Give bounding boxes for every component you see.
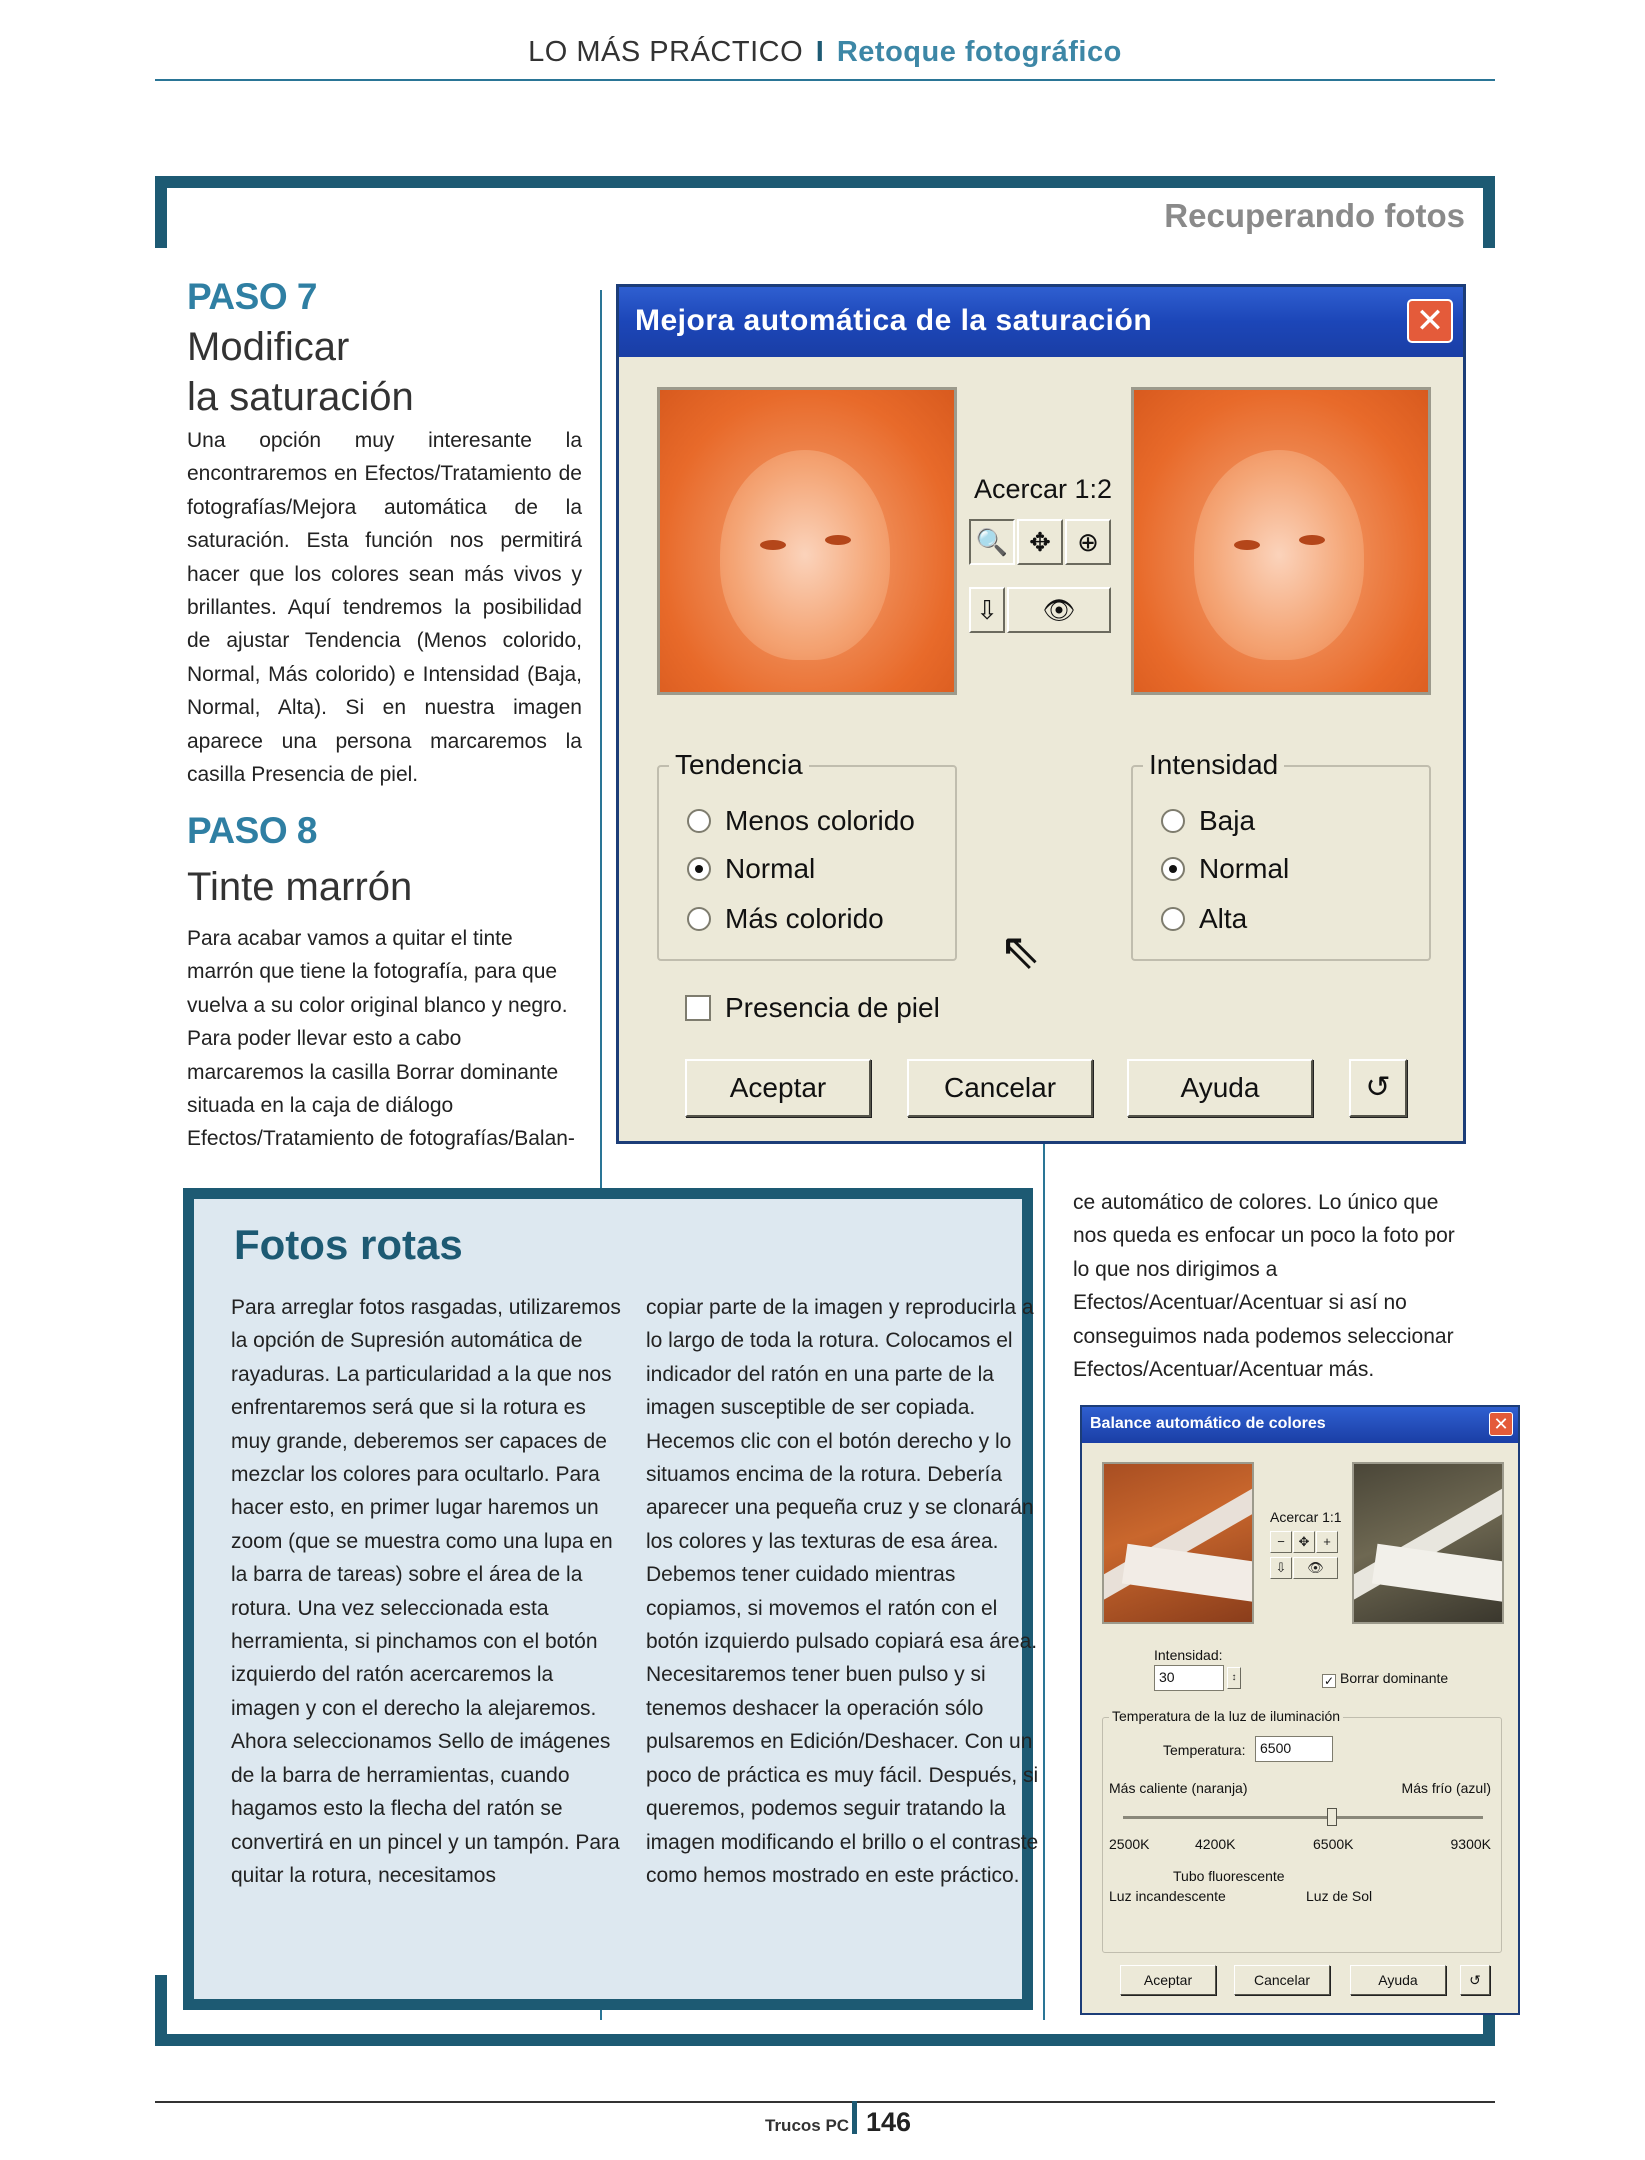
- tendencia-group: [657, 749, 957, 961]
- bench-shape: [1122, 1544, 1254, 1604]
- dialog-title: Mejora automática de la saturación: [635, 304, 1153, 337]
- step8-paragraph: Para acabar vamos a quitar el tinte marrón que tiene la fotografía, para que vuelva a su color original blanco y negro. Para poder llevar esto a cabo marcaremos la casilla Borrar dominante situada en la caja de diálogo Efectos/Tratamiento de fotografías/Balan-: [187, 927, 575, 1151]
- bench-shape: [1372, 1544, 1504, 1604]
- zoom-label: Acercar 1:2: [974, 474, 1113, 504]
- balance-close-button[interactable]: ✕: [1489, 1412, 1513, 1436]
- radio-baja[interactable]: [1161, 805, 1255, 837]
- eye-left: [760, 540, 786, 550]
- sidebar-column-1: Para arreglar fotos rasgadas, utilizaremos la opción de Supresión automática de rayaduras. La particularidad a la que nos enfrentaremos será que si la rotura es muy grande, deberemos ser capaces de mezclar los colores para ocultarlo. Para hacer esto, en primer lugar haremos un zoom (que se muestra como una lupa en la barra de tareas) sobre el área de la rotura. Una vez seleccionada esta herramienta, si pinchamos con el botón izquierdo del ratón acercaremos la imagen y con el derecho la alejaremos. Ahora seleccionamos Sello de imágenes de la barra de herramientas, cuando hagamos esto la flecha del ratón se convertirá en un pincel y un tampón. Para quitar la rotura, necesitamos: [231, 1296, 621, 1887]
- frame-left-top: [155, 176, 167, 248]
- step7-label: PASO 7: [187, 276, 317, 317]
- frame-left-bottom: [155, 1975, 167, 2046]
- intensity-label: Intensidad:: [1154, 1647, 1223, 1663]
- zoom-out-icon[interactable]: −: [1270, 1531, 1292, 1553]
- eye-right: [1299, 535, 1325, 545]
- eye-left: [1234, 540, 1260, 550]
- header-section: LO MÁS PRÁCTICO: [528, 36, 804, 68]
- tick-9300k: 9300K: [1450, 1836, 1491, 1852]
- sidebar-box: [183, 1188, 1039, 2010]
- balance-titlebar: [1082, 1407, 1518, 1443]
- intensidad-label: Intensidad: [1143, 749, 1284, 781]
- tick-2500k: 2500K: [1109, 1836, 1150, 1852]
- radio-label: Menos colorido: [725, 805, 915, 836]
- balance-dialog: [1080, 1405, 1520, 2015]
- radio-menos-colorido[interactable]: [687, 805, 915, 837]
- help-button[interactable]: Ayuda: [1127, 1059, 1313, 1117]
- radio-label: Normal: [725, 853, 816, 884]
- close-button[interactable]: ✕: [1407, 299, 1453, 343]
- step8-continuation: ce automático de colores. Lo único que nos queda es enfocar un poco la foto por lo que nos dirigimos a Efectos/Acentuar/Acentuar si así no conseguimos nada podemos seleccionar Efectos/Acentuar/Acentuar más.: [1073, 1191, 1455, 1382]
- step8-title: Tinte marrón: [187, 865, 413, 909]
- balance-title: Balance automático de colores: [1090, 1415, 1326, 1432]
- column-rule-right: [1043, 1140, 1045, 2020]
- eye-preview-icon[interactable]: 👁: [1293, 1557, 1338, 1579]
- skin-checkbox[interactable]: [685, 992, 940, 1024]
- step7-paragraph: Una opción muy interesante la encontraremos en Efectos/Tratamiento de fotografías/Mejora automática de la saturación. Esta función nos permitirá hacer que los colores sean más vivos y brillantes. Aquí tendremos la posibilidad de ajustar Tendencia (Menos colorido, Normal, Más colorido) e Intensidad (Baja, Normal, Alta). Si en nuestra imagen aparece una persona marcaremos la casilla Presencia de piel.: [187, 429, 582, 787]
- temperature-group-label: Temperatura de la luz de iluminación: [1109, 1708, 1343, 1724]
- radio-circle: [1161, 907, 1185, 931]
- sidebar-title: Fotos rotas: [234, 1221, 463, 1268]
- header-subsection: Retoque fotográfico: [836, 36, 1122, 68]
- temperature-input[interactable]: 6500: [1255, 1736, 1333, 1762]
- temperature-slider-thumb[interactable]: [1327, 1808, 1337, 1826]
- warm-label: Más caliente (naranja): [1109, 1780, 1248, 1796]
- cancel-button[interactable]: Cancelar: [907, 1059, 1093, 1117]
- running-header: [155, 36, 1495, 69]
- tick-6500k: 6500K: [1313, 1836, 1354, 1852]
- dialog-titlebar: [619, 287, 1463, 357]
- fluorescent-label: Tubo fluorescente: [1173, 1868, 1285, 1884]
- spinner-icon[interactable]: ↕: [1227, 1667, 1241, 1689]
- checkbox-label: Presencia de piel: [725, 992, 940, 1023]
- radio-normal-tendencia[interactable]: [687, 853, 815, 885]
- radio-mas-colorido[interactable]: [687, 903, 884, 935]
- sidebar-column-2: copiar parte de la imagen y reproducirla a lo largo de toda la rotura. Colocamos el indicador del ratón en una parte de la imagen susceptible de ser copiada. Hecemos clic con el botón derecho y lo situamos encima de la rotura. Debería aparecer una pequeña cruz y se clonarán los colores y las texturas de esa área. Debemos tener cuidado mientras copiamos, si movemos el ratón con el botón izquierdo pulsado copiará esa área. Necesitaremos tener buen pulso y si tenemos deshacer la operación sólo pulsaremos en Edición/Deshacer. Con un poco de práctica es muy fácil. Después, si queremos, podemos seguir tratando la imagen modificando el brillo o el contraste como hemos mostrado en este práctico.: [646, 1296, 1039, 1887]
- sunlight-label: Luz de Sol: [1306, 1888, 1373, 1904]
- radio-circle-selected: [687, 857, 711, 881]
- ok-button[interactable]: Aceptar: [685, 1059, 871, 1117]
- radio-label: Baja: [1199, 805, 1256, 836]
- pan-icon[interactable]: ✥: [1017, 519, 1063, 565]
- eye-preview-icon[interactable]: 👁: [1007, 587, 1111, 633]
- balance-reset-icon[interactable]: ↺: [1460, 1965, 1490, 1995]
- incandescent-label: Luz incandescente: [1109, 1888, 1226, 1904]
- footer-bar: [852, 2101, 857, 2134]
- pan-icon[interactable]: ✥: [1293, 1531, 1315, 1553]
- radio-label: Normal: [1199, 853, 1290, 884]
- radio-circle: [1161, 809, 1185, 833]
- temperature-group: [1102, 1708, 1502, 1953]
- balance-preview-after: [1352, 1462, 1504, 1624]
- preview-before: [657, 387, 957, 695]
- temperature-slider-track[interactable]: [1123, 1816, 1483, 1819]
- tendencia-label: Tendencia: [669, 749, 809, 781]
- preview-after: [1131, 387, 1431, 695]
- header-separator: I: [815, 36, 825, 68]
- radio-circle-selected: [1161, 857, 1185, 881]
- temperature-label: Temperatura:: [1163, 1742, 1246, 1758]
- down-arrow-icon[interactable]: ⇩: [969, 587, 1005, 633]
- step7-title-line2: la saturación: [187, 375, 414, 419]
- face-shape: [1194, 450, 1364, 660]
- balance-ok-button[interactable]: Aceptar: [1120, 1965, 1216, 1995]
- balance-cancel-button[interactable]: Cancelar: [1234, 1965, 1330, 1995]
- saturation-dialog: [616, 284, 1466, 1144]
- step7-title-line1: Modificar: [187, 325, 350, 369]
- face-shape: [720, 450, 890, 660]
- header-rule: [155, 79, 1495, 81]
- radio-alta[interactable]: [1161, 903, 1247, 935]
- down-arrow-icon[interactable]: ⇩: [1270, 1557, 1292, 1579]
- frame-top: [155, 176, 1495, 188]
- cold-label: Más frío (azul): [1401, 1780, 1491, 1796]
- step8-label: PASO 8: [187, 810, 317, 851]
- balance-preview-before: [1102, 1462, 1254, 1624]
- intensity-input[interactable]: 30: [1154, 1665, 1224, 1691]
- radio-circle: [687, 907, 711, 931]
- checkbox-checked: ✓: [1323, 1674, 1335, 1688]
- checkbox-box: [685, 995, 711, 1021]
- reset-icon[interactable]: ↺: [1349, 1059, 1407, 1117]
- zoom-in-icon[interactable]: +: [1316, 1531, 1338, 1553]
- article-title: Recuperando fotos: [1164, 197, 1465, 234]
- checkbox-label: Borrar dominante: [1340, 1670, 1449, 1686]
- zoom-in-icon[interactable]: ⊕: [1065, 519, 1111, 565]
- balance-zoom-label: Acercar 1:1: [1270, 1509, 1342, 1525]
- zoom-out-icon[interactable]: 🔍: [969, 519, 1015, 565]
- eye-right: [825, 535, 851, 545]
- radio-normal-intensidad[interactable]: [1161, 853, 1289, 885]
- mouse-cursor-icon: ⇖: [999, 923, 1041, 979]
- frame-bottom: [155, 2034, 1495, 2046]
- radio-circle: [687, 809, 711, 833]
- footer-rule: [155, 2101, 1495, 2103]
- radio-label: Alta: [1199, 903, 1248, 934]
- radio-label: Más colorido: [725, 903, 884, 934]
- footer-magazine: Trucos PC: [765, 2116, 850, 2135]
- borrar-dominante-checkbox[interactable]: [1322, 1670, 1448, 1688]
- tick-4200k: 4200K: [1195, 1836, 1236, 1852]
- frame-right-top: [1483, 176, 1495, 248]
- balance-help-button[interactable]: Ayuda: [1350, 1965, 1446, 1995]
- page-number: 146: [866, 2107, 912, 2137]
- intensidad-group: [1131, 749, 1431, 961]
